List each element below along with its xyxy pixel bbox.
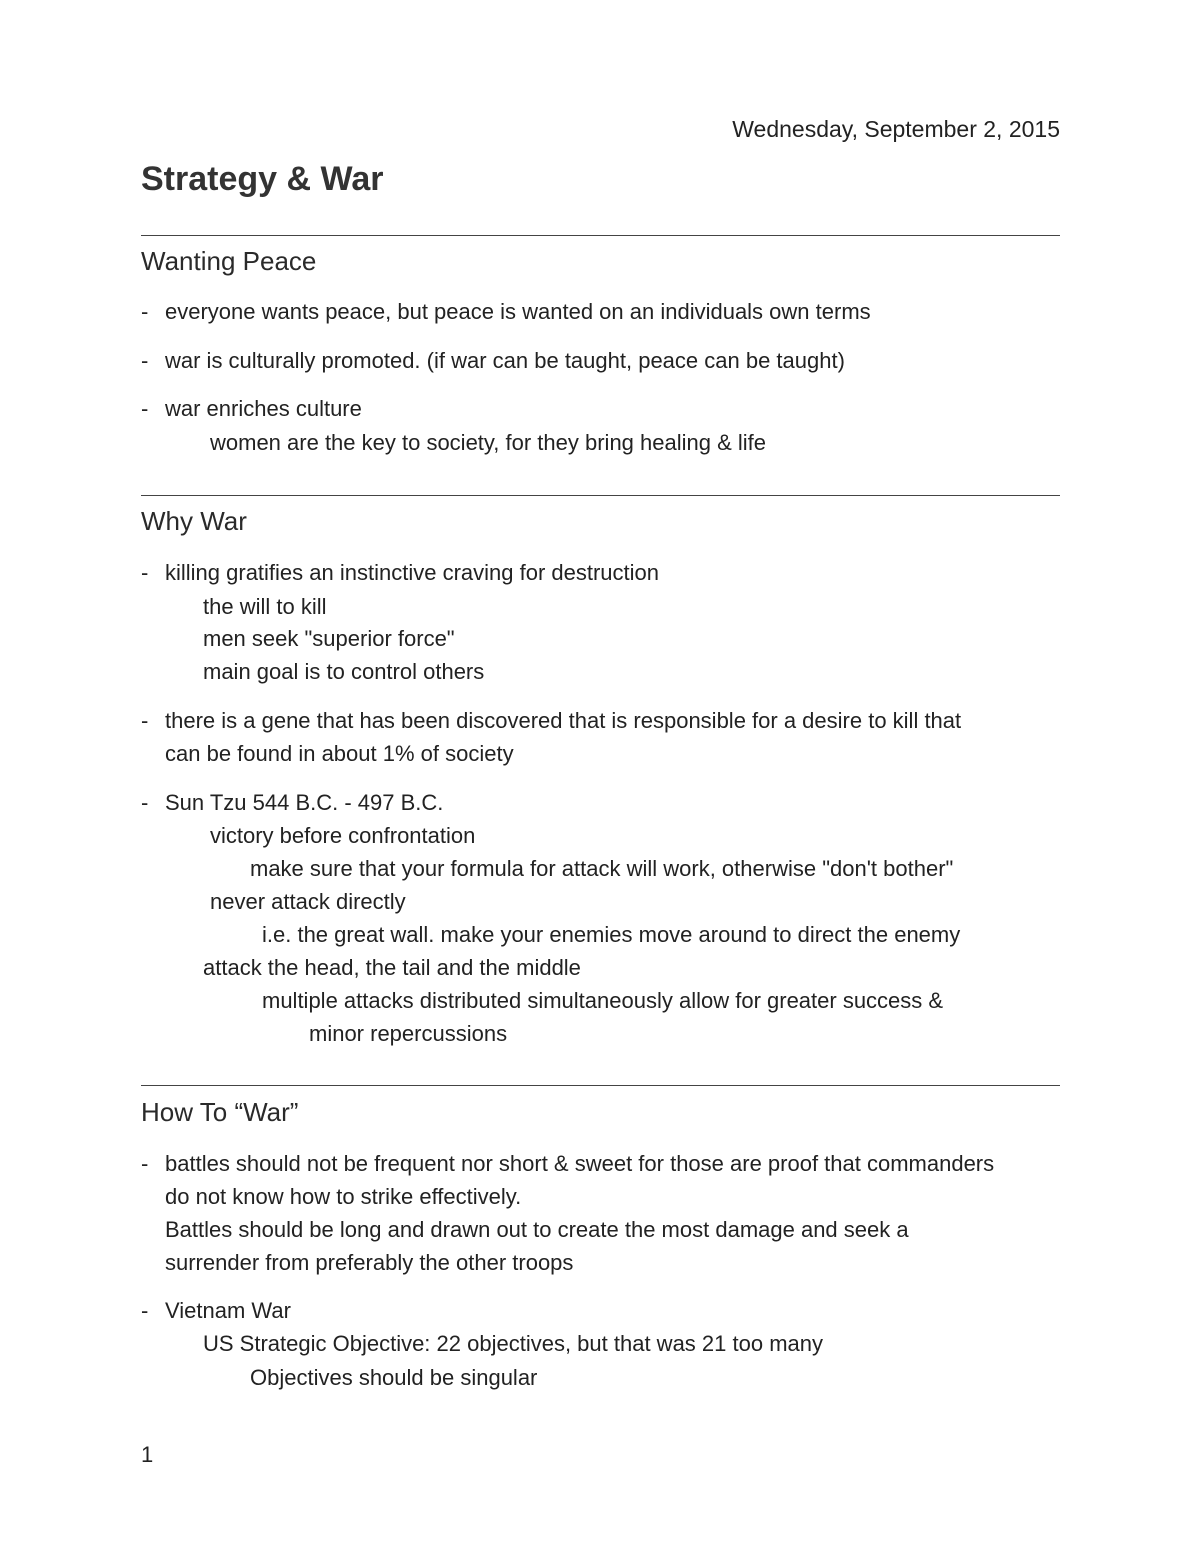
sub-item: attack the head, the tail and the middle — [203, 955, 581, 980]
sub-item: minor repercussions — [309, 1021, 508, 1046]
bullet-dash-icon: - — [141, 790, 149, 815]
sub-item: Objectives should be singular — [250, 1365, 538, 1390]
sub-item: make sure that your formula for attack will work, otherwise "don't bother" — [250, 856, 954, 881]
bullet-item: - battles should not be frequent nor short & sweet for those are proof that commanders — [141, 1151, 995, 1176]
sub-item: multiple attacks distributed simultaneously allow for greater success & — [262, 988, 944, 1013]
sub-item: victory before confrontation — [210, 823, 476, 848]
document-date: Wednesday, September 2, 2015 — [732, 116, 1060, 142]
continuation-line: do not know how to strike effectively. — [165, 1184, 522, 1209]
bullet-dash-icon: - — [141, 1151, 149, 1176]
section-heading-why-war: Why War — [141, 506, 247, 536]
bullet-item: - Vietnam War — [141, 1298, 291, 1323]
document-title: Strategy & War — [141, 160, 384, 198]
sub-item: the will to kill — [203, 594, 327, 619]
section-heading-wanting-peace: Wanting Peace — [141, 246, 317, 276]
continuation-line: Battles should be long and drawn out to create the most damage and seek a — [165, 1217, 909, 1242]
section-divider — [141, 235, 1060, 236]
sub-item: never attack directly — [210, 889, 406, 914]
bullet-dash-icon: - — [141, 299, 149, 324]
section-divider — [141, 1085, 1060, 1086]
bullet-item: - Sun Tzu 544 B.C. - 497 B.C. — [141, 790, 444, 815]
page-number: 1 — [141, 1442, 154, 1467]
bullet-item: - everyone wants peace, but peace is wanted on an individuals own terms — [141, 299, 871, 324]
bullet-dash-icon: - — [141, 396, 149, 421]
sub-item: main goal is to control others — [203, 659, 485, 684]
continuation-line: surrender from preferably the other troops — [165, 1250, 574, 1275]
sub-item: i.e. the great wall. make your enemies move around to direct the enemy — [262, 922, 961, 947]
bullet-item: - there is a gene that has been discovered that is responsible for a desire to kill that — [141, 708, 962, 733]
bullet-dash-icon: - — [141, 708, 149, 733]
section-heading-how-to-war: How To “War” — [141, 1097, 299, 1127]
sub-item: women are the key to society, for they bring healing & life — [210, 430, 766, 455]
bullet-item: - war enriches culture — [141, 396, 362, 421]
continuation-line: can be found in about 1% of society — [165, 741, 514, 766]
bullet-dash-icon: - — [141, 560, 149, 585]
section-divider — [141, 495, 1060, 496]
sub-item: men seek "superior force" — [203, 626, 455, 651]
sub-item: US Strategic Objective: 22 objectives, but that was 21 too many — [203, 1331, 823, 1356]
bullet-dash-icon: - — [141, 348, 149, 373]
bullet-dash-icon: - — [141, 1298, 149, 1323]
bullet-item: - war is culturally promoted. (if war can be taught, peace can be taught) — [141, 348, 845, 373]
bullet-item: - killing gratifies an instinctive craving for destruction — [141, 560, 660, 585]
